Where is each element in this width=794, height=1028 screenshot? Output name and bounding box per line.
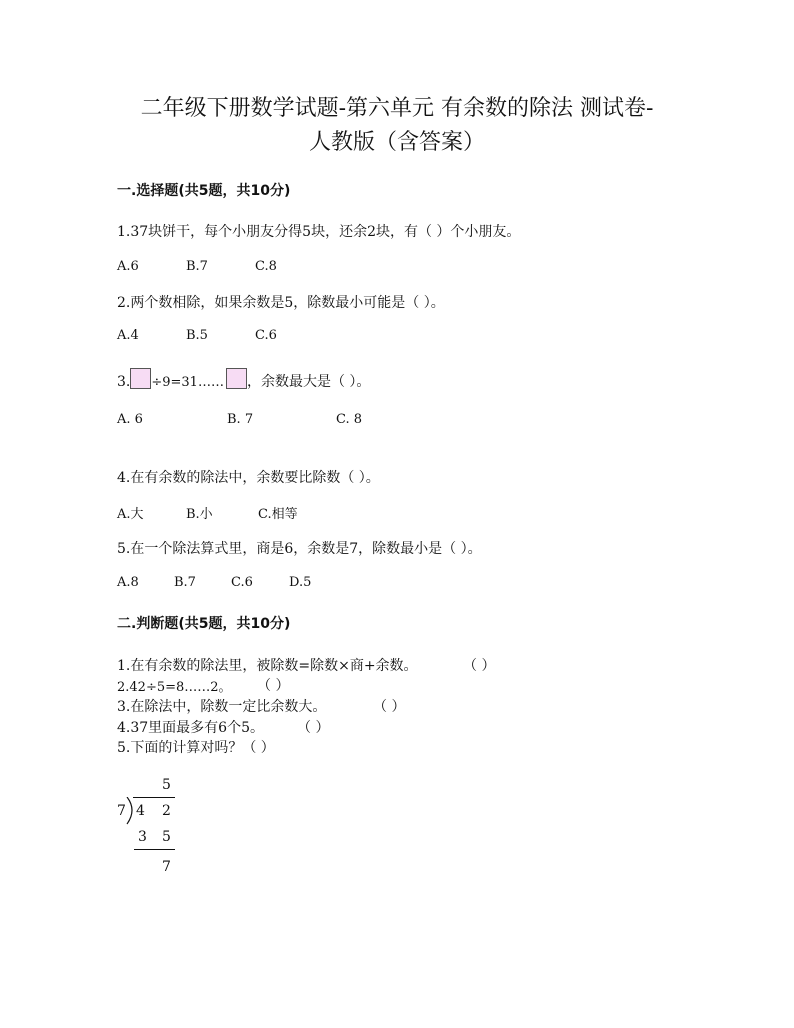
q5-option-d: D.5 (289, 575, 312, 590)
question-5: 5.在一个除法算式里，商是6，余数是7，除数最小是（ ）。 (117, 541, 482, 557)
judge-item-5: 5.下面的计算对吗？（ ） (117, 740, 275, 756)
q3-option-c: C. 8 (336, 412, 363, 427)
remainder-digit: 7 (162, 859, 171, 875)
q3-option-b: B. 7 (227, 412, 254, 427)
q4-option-b: B.小 (186, 507, 213, 522)
q1-option-c: C.8 (255, 259, 277, 274)
dividend-tens-digit: 4 (136, 803, 145, 819)
title-line-1: 二年级下册数学试题-第六单元 有余数的除法 测试卷- (140, 96, 654, 121)
judge-paren-2: （ ） (257, 678, 290, 694)
judge-item-3: 3.在除法中，除数一定比余数大。 (117, 699, 327, 715)
q3-middle: ÷9=31…… (151, 375, 224, 390)
question-3 (117, 368, 370, 391)
q4-option-a: A.大 (117, 507, 144, 522)
division-bar (133, 797, 175, 798)
blank-box (226, 368, 247, 389)
product-ones-digit: 5 (162, 829, 171, 845)
q2-option-b: B.5 (186, 328, 208, 343)
q2-option-a: A.4 (117, 328, 139, 343)
q1-option-b: B.7 (186, 259, 208, 274)
q4-option-c: C.相等 (258, 507, 298, 522)
question-4: 4.在有余数的除法中，余数要比除数（ ）。 (117, 470, 380, 486)
section2-heading: 二.判断题(共5题，共10分) (117, 616, 291, 632)
judge-paren-1: （ ） (463, 658, 496, 674)
divisor-digit: 7 (117, 803, 126, 819)
question-2: 2.两个数相除，如果余数是5，除数最小可能是（ ）。 (117, 295, 445, 311)
q3-option-a: A. 6 (117, 412, 143, 427)
judge-item-1: 1.在有余数的除法里，被除数=除数×商+余数。 (117, 658, 418, 674)
question-1: 1.37块饼干，每个小朋友分得5块，还余2块，有（ ）个小朋友。 (117, 224, 521, 240)
product-tens-digit: 3 (138, 829, 147, 845)
q2-option-c: C.6 (255, 328, 277, 343)
blank-box (130, 368, 151, 389)
judge-paren-3: （ ） (373, 699, 406, 715)
q5-option-c: C.6 (231, 575, 253, 590)
q1-option-a: A.6 (117, 259, 139, 274)
q3-prefix: 3. (117, 374, 131, 390)
title-line-2: 人教版（含答案） (308, 130, 485, 155)
q5-option-b: B.7 (174, 575, 196, 590)
judge-item-4: 4.37里面最多有6个5。 (117, 720, 264, 736)
q5-option-a: A.8 (117, 575, 139, 590)
section1-heading: 一.选择题(共5题，共10分) (117, 183, 291, 199)
subtraction-line (134, 849, 175, 850)
q3-suffix: ，余数最大是（ ）。 (246, 374, 371, 390)
judge-paren-4: （ ） (297, 720, 330, 736)
quotient-digit: 5 (162, 777, 171, 793)
judge-item-2: 2.42÷5=8……2。 (117, 680, 232, 695)
dividend-ones-digit: 2 (162, 803, 171, 819)
